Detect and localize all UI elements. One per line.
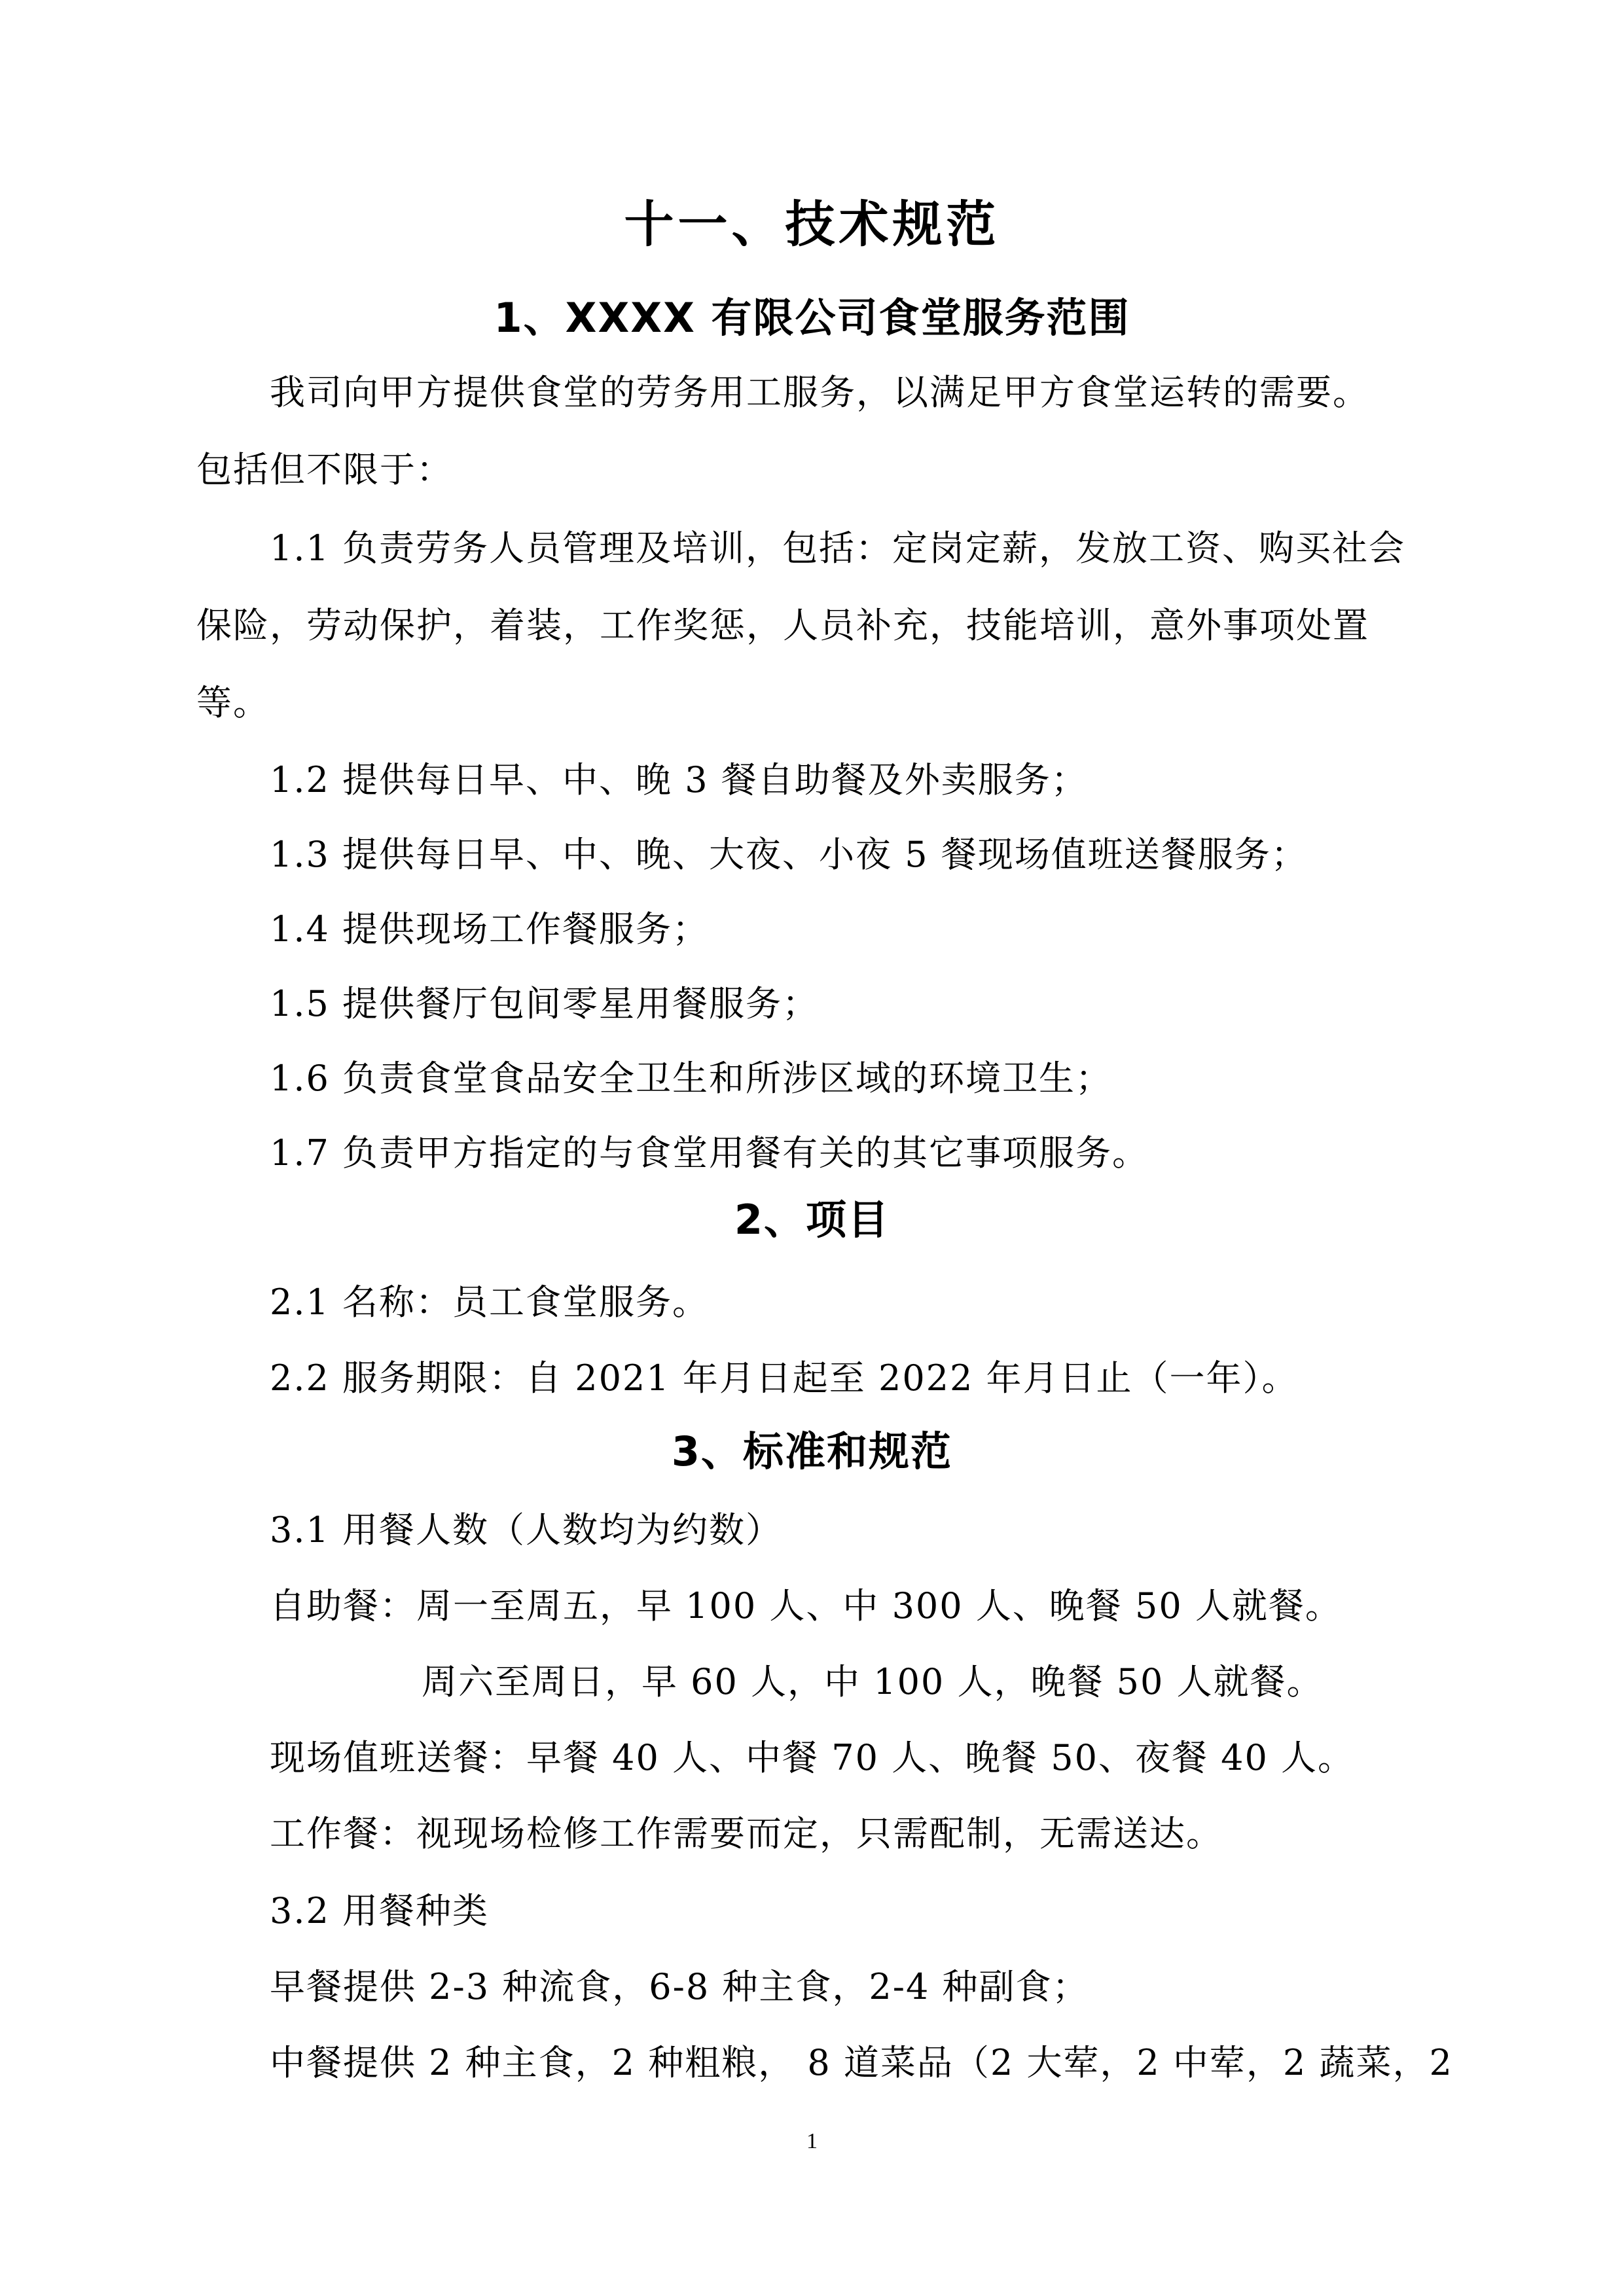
page-number: 1 (806, 2129, 818, 2153)
item-1-4: 1.4 提供现场工作餐服务； (270, 908, 710, 950)
section-heading-standards: 3、标准和规范 (671, 1427, 953, 1475)
duty-delivery: 现场值班送餐：早餐 40 人、中餐 70 人、晚餐 50、夜餐 40 人。 (270, 1737, 1355, 1778)
breakfast-offer: 早餐提供 2-3 种流食，6-8 种主食，2-4 种副食； (270, 1966, 1089, 2007)
item-2-2: 2.2 服务期限：自 2021 年月日起至 2022 年月日止（一年）。 (270, 1357, 1299, 1399)
item-1-7: 1.7 负责甲方指定的与食堂用餐有关的其它事项服务。 (270, 1132, 1149, 1174)
item-1-1-line3: 等。 (196, 682, 270, 723)
lunch-offer: 中餐提供 2 种主食，2 种粗粮， 8 道菜品（2 大荤，2 中荤，2 蔬菜，2 (270, 2042, 1453, 2083)
item-1-1-line2: 保险，劳动保护，着装，工作奖惩，人员补充，技能培训，意外事项处置 (196, 605, 1369, 646)
paragraph-intro-line1: 我司向甲方提供食堂的劳务用工服务，以满足甲方食堂运转的需要。 (270, 372, 1369, 413)
item-1-3: 1.3 提供每日早、中、晚、大夜、小夜 5 餐现场值班送餐服务； (270, 834, 1308, 875)
section-heading-project: 2、项目 (734, 1196, 890, 1244)
section-heading-scope: 1、XXXX 有限公司食堂服务范围 (494, 294, 1130, 342)
item-3-2: 3.2 用餐种类 (270, 1890, 490, 1931)
work-meal: 工作餐：视现场检修工作需要而定，只需配制，无需送达。 (270, 1813, 1223, 1854)
item-1-1-line1: 1.1 负责劳务人员管理及培训，包括：定岗定薪，发放工资、购买社会 (270, 528, 1406, 569)
item-1-5: 1.5 提供餐厅包间零星用餐服务； (270, 983, 820, 1024)
item-3-1: 3.1 用餐人数（人数均为约数） (270, 1509, 783, 1551)
document-title: 十一、技术规范 (624, 195, 1000, 253)
buffet-weekday: 自助餐：周一至周五，早 100 人、中 300 人、晚餐 50 人就餐。 (270, 1585, 1342, 1626)
paragraph-intro-line2: 包括但不限于： (196, 449, 453, 490)
buffet-weekend: 周六至周日，早 60 人，中 100 人，晚餐 50 人就餐。 (422, 1661, 1324, 1702)
item-1-2: 1.2 提供每日早、中、晚 3 餐自助餐及外卖服务； (270, 759, 1088, 800)
item-1-6: 1.6 负责食堂食品安全卫生和所涉区域的环境卫生； (270, 1058, 1113, 1099)
item-2-1: 2.1 名称：员工食堂服务。 (270, 1282, 710, 1323)
